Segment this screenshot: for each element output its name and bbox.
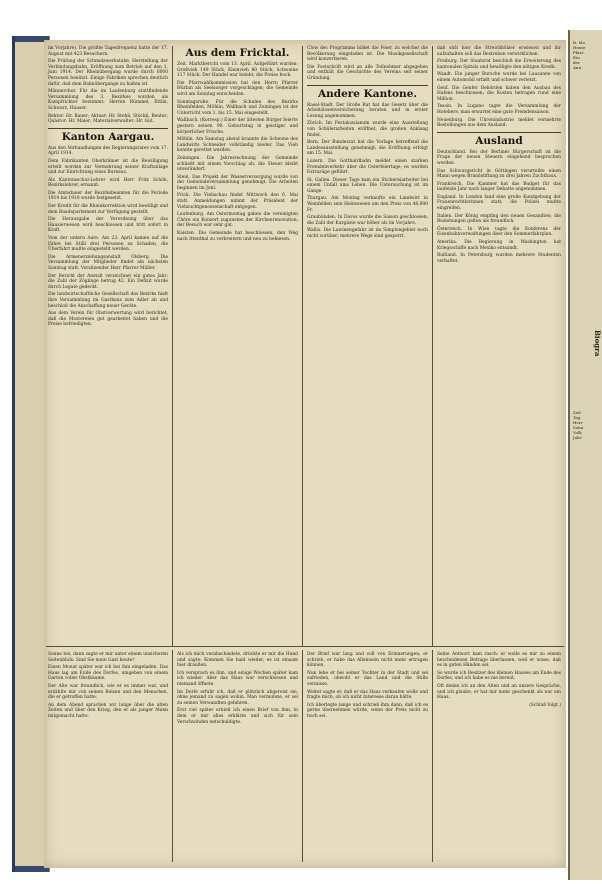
heading-kanton-aargau: Kanton Aargau.	[61, 130, 155, 143]
article-paragraph: Vom der untern Aare. Am 23. April kamen auf die Fähre bei Stilli drei Personen zu Schaden, die Überfahrt mußte eingestellt werden.	[48, 236, 168, 253]
heading-aus-dem-fricktal: Aus dem Fricktal.	[185, 47, 290, 59]
article-paragraph: Die Festschrift wird an alle Teilnehmer abgegeben und enthält die Geschichte des Vereins seit seiner Gründung.	[307, 64, 428, 81]
article-paragraph: Wallis. Die Lawinengefahr ist im Simplongebiet noch nicht vorüber; mehrere Wege sind gesperrt.	[307, 228, 428, 240]
article-paragraph: Freiburg. Der Staatsrat beschloß die Erweiterung des kantonalen Spitals und bewilligte den nötigen Kredit.	[437, 59, 561, 70]
article-paragraph: Thurgau. Am Montag verkaufte ein Landwirt in Weinfelden sein Heimwesen um den Preis von 48,000 Fr.	[307, 196, 428, 213]
adjacent-page-line: Zeit	[573, 410, 582, 415]
article-paragraph: Luzern. Die Gotthardbahn meldet einen starken Fremdenverkehr über die Osterfeiertage; es wurden Extrazüge geführt.	[307, 158, 428, 176]
column-rule	[172, 46, 173, 646]
feuilleton-column-2	[177, 652, 298, 862]
article-paragraph: Rektor: Hr. Bauer; Aktuar: Hr. Stehli, Stöckli, Reuter; Quästor: Hr. Maier; Materialverwalter: Hr. Gut.	[48, 113, 168, 125]
column-rule	[302, 650, 303, 862]
feuilleton-paragraph: An dem Abend sprachen wir lange über die alten Zeiten und über den Krieg, den er als junger Mann mitgemacht hatte.	[48, 702, 168, 719]
column-rule	[172, 650, 173, 862]
article-paragraph: Möhlin. Am Samstag abend brannte die Scheune des Landwirts Schneider vollständig nieder. Das Vieh konnte gerettet werden.	[177, 137, 298, 154]
article-paragraph: Die Armenerziehungsanstalt Olsberg. Die Versammlung der Mitglieder findet am nächsten Sonntag statt. Vorsitzender Herr Pfarrer Müller.	[48, 254, 168, 271]
article-paragraph: Die Pfarrwahlkommission hat den Herrn Pfarrer Hürbin als Seelsorger vorgeschlagen; die Gemeinde wird am Sonntag entscheiden.	[177, 80, 298, 97]
article-paragraph: Bern. Der Bundesrat hat die Vorlage betreffend die Landesausstellung genehmigt; die Eröffnung erfolgt am 15. Mai.	[307, 140, 428, 157]
article-paragraph: Italien. Der König empfing den neuen Gesandten; die Beziehungen gelten als freundlich.	[437, 213, 561, 225]
column-rule	[432, 46, 433, 646]
article-paragraph: Frankreich. Die Kammer hat das Budget für das laufende Jahr nach langer Debatte angenommen.	[437, 181, 561, 193]
feuilleton-column-4	[437, 652, 561, 862]
article-paragraph: Als Kantonsschul-Lehrer wird Herr Fritz Schöb, Bezirkslehrer, ernannt.	[48, 177, 168, 189]
column-4	[437, 46, 561, 644]
adjacent-page-heading: Biogra	[593, 330, 602, 357]
feuilleton-paragraph: Weiter sagte er, daß er das Haus verkaufen wolle und fragte mich, ob ich nicht Interesse daran hätte.	[307, 689, 428, 701]
feuilleton-end-note: (Schluß folgt.)	[529, 702, 561, 708]
article-paragraph: Wallbach. (Korresp.) Einer der ältesten Bürger feierte gestern seinen 90. Geburtstag in geistiger und körperlicher Frische.	[177, 118, 298, 135]
adjacent-page-line: Volk	[573, 430, 582, 435]
article-paragraph: Zeiningen. Die Jahresrechnung der Gemeinde schließt mit einem Vorschlag ab; die Steuer bleibt unverändert.	[177, 155, 298, 173]
adjacent-page-line: B. Mo	[573, 40, 585, 45]
article-paragraph: Genf. Die Genfer Behörden haben den Ausbau des Hafens beschlossen; die Kosten betragen rund eine Million.	[437, 85, 561, 102]
adjacent-page-line: Heute	[573, 45, 586, 50]
feuilleton-paragraph: Seine Antwort kam rasch: er wolle es mir zu einem bescheidenen Betrage überlassen, weil er wisse, daß es in guten Händen sei.	[437, 652, 561, 669]
article-paragraph: Laufenburg. Am Ostermontag gaben die vereinigten Chöre ein Konzert zugunsten der Kirchenrenovation; der Besuch war sehr gut.	[177, 212, 298, 229]
feuilleton-paragraph: Erst viel später erhielt ich einen Brief von ihm, in dem er mir alles erklärte und sich für sein Verschwinden entschuldigte.	[177, 708, 298, 725]
column-2	[177, 46, 298, 644]
column-rule	[432, 650, 433, 862]
adjacent-page-column-top	[573, 40, 600, 320]
section-rule	[437, 132, 561, 133]
article-paragraph: Die Herausgabe der Verordnung über das Hausierwesen wird beschlossen und tritt sofort in Kraft.	[48, 217, 168, 234]
article-paragraph: Männerchor. Für die im Laufenburg stattfindende Versammlung des 3. Bezirkes wurden als Kampfrichter bestimmt: Herren Rümmel, Ettlin, Schwarz, Hauser.	[48, 89, 168, 111]
article-paragraph: Sonntagsruhe. Für die Schulen des Bezirks Rheinfelden, Möhlin, Wallbach und Zeiningen ist der Unterricht vom 1. bis 15. Mai eingestellt.	[177, 99, 298, 116]
feuilleton-paragraph: Als ich mich verabschiedete, drückte er mir die Hand und sagte: Kommen Sie bald wieder, es ist einsam hier draußen.	[177, 652, 298, 669]
article-paragraph: daß sich hier die Streichhölzer erwiesen und ihr aufzuhalten soll das Bestreben verwirklichen.	[437, 46, 561, 57]
section-rule	[48, 128, 168, 129]
article-paragraph: im Vorjahre). Die größte Tagesfrequenz hatte der 17. August mit 423 Besuchern.	[48, 46, 168, 57]
adjacent-page-line: der	[573, 60, 580, 65]
article-paragraph: St. Gallen. Dieser Tage kam ein Stickereiarbeiter bei einem Unfall ums Leben. Die Untersuchung ist im Gange.	[307, 177, 428, 194]
adjacent-page-line: Sohn	[573, 425, 584, 430]
article-paragraph: Basel-Stadt. Der Große Rat hat das Gesetz über die Arbeitslosenversicherung beraten und in erster Lesung angenommen.	[307, 102, 428, 119]
article-paragraph: Das Schwurgericht in Göttingen verurteilte einen Mann wegen Brandstiftung zu drei Jahren Zuchthaus.	[437, 168, 561, 180]
adjacent-page-line: Ann	[573, 65, 582, 70]
feuilleton-rule	[46, 646, 564, 647]
feuilleton-paragraph: Im Dorfe erfuhr ich, daß er plötzlich abgereist sei, ohne jemand zu sagen wohin. Man vermutete, er sei zu seinen Verwandten gefahren.	[177, 689, 298, 706]
adjacent-page-line: Jahr	[573, 435, 582, 440]
article-paragraph: Deutschland. Bei der Berliner Bürgerschaft ist die Frage der neuen Steuern eingehend besprochen worden.	[437, 149, 561, 166]
feuilleton-paragraph: Der Alte war freundlich, wie er es immer war, und erzählte mir von seinen Reisen und den Menschen, die er getroffen hatte.	[48, 683, 168, 701]
adjacent-page-column-bottom	[573, 410, 600, 850]
article-paragraph: Waadt. Ein junger Bursche wurde bei Lausanne von einem Automobil erfaßt und schwer verletzt.	[437, 72, 561, 83]
feuilleton-paragraph: Nun lebe er bei seiner Tochter in der Stadt und sei zufrieden, obwohl er das Land und die Stille vermisse.	[307, 670, 428, 687]
column-rule	[302, 46, 303, 646]
article-paragraph: Tessin. In Lugano tagte die Versammlung der Hoteliers; man erwartet eine gute Fremdensaison.	[437, 104, 561, 115]
feuilleton-paragraph: Der Brief war lang und voll von Erinnerungen; er schrieb, er habe das Alleinsein nicht mehr ertragen können.	[307, 652, 428, 669]
column-3	[307, 46, 428, 644]
feuilleton-paragraph: Einen Monat später war ich bei ihm eingeladen. Das Haus lag am Ende des Dorfes, umgeben von einem Garten voller Obstbäume.	[48, 665, 168, 682]
article-paragraph: Kaisten. Die Gemeinde hat beschlossen, den Weg nach Ittenthal zu verbreitern und neu zu bekiesen.	[177, 231, 298, 242]
heading-ausland: Ausland	[475, 134, 523, 147]
feuilleton-paragraph: Ich überlegte lange und schrieb ihm dann, daß ich es gerne übernehmen würde, wenn der Preis nicht zu hoch sei.	[307, 702, 428, 719]
adjacent-page-line: Tag	[573, 415, 581, 420]
article-paragraph: Frick. Die Viehschau findet Mittwoch den 6. Mai statt. Anmeldungen nimmt der Präsident der Viehzuchtgenossenschaft entgegen.	[177, 193, 298, 210]
adjacent-page-line: Pfarr	[573, 50, 584, 55]
article-paragraph: Stein. Das Projekt der Wasserversorgung wurde von der Gemeindeversammlung genehmigt. Die Arbeiten beginnen im Juni.	[177, 174, 298, 191]
article-paragraph: Amerika. Die Regierung in Washington hat Kriegsschiffe nach Mexiko entsandt.	[437, 240, 561, 251]
article-paragraph: England. In London fand eine große Kundgebung der Frauenrechtlerinnen statt; die Polizei mußte eingreifen.	[437, 194, 561, 212]
feuilleton-paragraph: So wurde ich Besitzer des kleinen Hauses am Ende des Dorfes, und ich habe es nie bereut.	[437, 670, 561, 682]
feuilleton-paragraph: Sonne bei, dann sagte er mir unter einem unsicheren Seitenblick: Sind Sie mein Gast heute?	[48, 652, 168, 663]
article-paragraph: Der Kredit für die Rheinkorrektion wird bewilligt und dem Baudepartement zur Verfügung gestellt.	[48, 204, 168, 215]
article-paragraph: Aus den Verhandlungen des Regierungsrates vom 17. April 1914.	[48, 145, 168, 157]
adjacent-page-edge	[568, 30, 602, 880]
section-rule	[307, 85, 428, 86]
article-paragraph: Dem Fabrikanten Oberkrämer ist die Bewilligung erteilt worden zur Vermehrung seiner Kraftanlage und zur Einrichtung eines Bureaus.	[48, 158, 168, 176]
article-paragraph: Die Prüfung der Schmelzwerkstube, Herstellung der Verbindungsbahn, Eröffnung zum Betrieb auf den 1. Juni 1914. Der Rheinübergang wurde durch 6000 Personen benützt. Einige Fabriken sprechen deutlich dafür, daß dem Bahnübergange zu halten ist.	[48, 59, 168, 87]
feuilleton-paragraph: Oft denke ich an den Alten und an unsere Gespräche, und ich glaube, er hat mir mehr geschenkt als nur ein Haus.	[437, 683, 561, 701]
column-1	[48, 46, 168, 644]
heading-andere-kantone: Andere Kantone.	[317, 87, 418, 100]
feuilleton-column-3	[307, 652, 428, 862]
article-paragraph: Die landwirtschaftliche Gesellschaft des Bezirks hielt ihre Versammlung im Gasthaus zum Adler ab und beschloß die Anschaffung neuer Geräte.	[48, 292, 168, 309]
newspaper-page	[44, 40, 566, 868]
article-paragraph: Rußland. In Petersburg wurden mehrere Studenten verhaftet.	[437, 253, 561, 264]
article-paragraph: Der Bericht der Anstalt verzeichnet ein gutes Jahr; die Zahl der Zöglinge betrug 42. Ein Defizit wurde durch Legate gedeckt.	[48, 273, 168, 290]
article-paragraph: Zürich. Im Pestalozzianum wurde eine Ausstellung von Schülerarbeiten eröffnet, die großen Anklang findet.	[307, 121, 428, 138]
article-paragraph: Graubünden. In Davos wurde die Saison geschlossen; die Zahl der Kurgäste war höher als im Vorjahre.	[307, 215, 428, 226]
article-paragraph: Clow des Programms bildet die Feier, zu welcher die Bevölkerung eingeladen ist. Die Musikgesellschaft wird konzertieren.	[307, 46, 428, 63]
feuilleton-column-1	[48, 652, 168, 862]
article-paragraph: Aus dem Verein für Obstverwertung wird berichtet, daß die Mostereien gut gearbeitet haben und die Preise befriedigten.	[48, 311, 168, 328]
adjacent-page-line: Ein	[573, 55, 580, 60]
article-paragraph: Zeit. Marktbericht vom 13. April. Aufgeführt wurden: Großvieh 149 Stück, Kleinvieh 80 Stück, Schweine 117 Stück. Der Handel war belebt, die Preise hoch.	[177, 62, 298, 79]
feuilleton-paragraph: Ich versprach es ihm, und einige Wochen später kam ich wieder. Aber das Haus war verschlossen und niemand öffnete.	[177, 670, 298, 687]
article-paragraph: Österreich. In Wien tagte die Konferenz der Eisenbahnverwaltungen über den Sommerfahrplan.	[437, 226, 561, 238]
adjacent-page-line: Herr	[573, 420, 583, 425]
article-paragraph: Die Amtsdauer der Bezirksbeamten für die Periode 1914 bis 1918 wurde festgesetzt.	[48, 190, 168, 202]
article-paragraph: Neuenburg. Die Uhrenindustrie meldet vermehrte Bestellungen aus dem Ausland.	[437, 117, 561, 129]
